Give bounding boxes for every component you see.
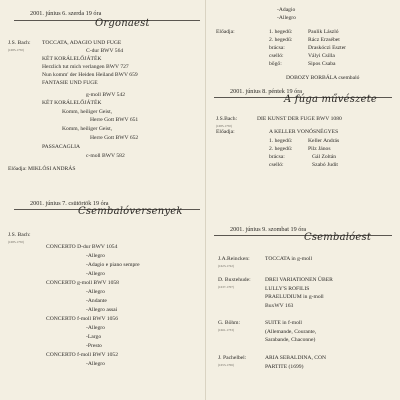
s1-line-11: Herre Gott BWV 652 bbox=[90, 135, 139, 141]
s1-line-7: KÉT KORÁLELŐJÁTÉK bbox=[42, 100, 102, 106]
s1-title: Orgonaest bbox=[95, 18, 150, 29]
s4-line-1-2: PRAELUDIUM in g-moll bbox=[265, 294, 324, 300]
s1-line-13: c-moll BWV 582 bbox=[86, 153, 125, 159]
s4-composer-2: G. Böhm: bbox=[218, 320, 241, 326]
s2-line-8: CONCERTO f-moll BWV 1056 bbox=[46, 316, 119, 322]
top-role-0: 1. hegedű: bbox=[269, 29, 293, 35]
top-role-1: 2. hegedű: bbox=[269, 37, 293, 43]
top-name-0: Paulik László bbox=[308, 29, 339, 35]
top-name-1: Rácz Erzsébet bbox=[308, 37, 340, 43]
s4-line-1-0: DREI VARIATIONEN ÜBER bbox=[265, 277, 333, 283]
s3-name-0: Keller András bbox=[308, 138, 340, 144]
s2-line-9: -Allegro bbox=[86, 325, 105, 331]
s2-line-12: CONCERTO f-moll BWV 1052 bbox=[46, 352, 119, 358]
cont-0: -Adagio bbox=[277, 7, 296, 13]
s4-years-2: (1661-1733) bbox=[218, 328, 234, 332]
s1-line-3: Herzlich tut mich verlangen BWV 727 bbox=[42, 64, 129, 70]
s4-years-1: (1637-1707) bbox=[218, 285, 234, 289]
s4-line-0-0: TOCCATA in g-moll bbox=[265, 256, 312, 262]
s3-composer: J.S.Bach: bbox=[216, 116, 238, 122]
s3-name-3: Szabó Judit bbox=[312, 162, 338, 168]
s2-line-6: -Andante bbox=[86, 298, 107, 304]
top-name-2: Draskóczi Eszter bbox=[308, 45, 347, 51]
s1-line-10: Komm, heiliger Geist, bbox=[62, 126, 113, 132]
top-soloist: DOBOZY BORBÁLA csembaló bbox=[286, 75, 360, 81]
s2-line-13: -Allegro bbox=[86, 361, 105, 367]
s3-date: 2001. június 8. péntek 19 óra bbox=[230, 88, 303, 95]
s2-line-3: -Allegro bbox=[86, 271, 105, 277]
s4-composer-3: J. Pachelbel: bbox=[218, 355, 247, 361]
s2-line-11: -Presto bbox=[86, 343, 102, 349]
s2-years: (1685-1750) bbox=[8, 240, 24, 244]
s4-title: Csembalóest bbox=[304, 232, 372, 243]
s2-line-5: -Allegro bbox=[86, 289, 105, 295]
s1-line-9: Herre Gott BWV 651 bbox=[90, 117, 139, 123]
top-role-3: cselló: bbox=[269, 53, 284, 59]
s4-composer-0: J.A.Reincken: bbox=[218, 256, 250, 262]
s1-performer: Előadja: MIKLÓSI ANDRÁS bbox=[8, 166, 76, 172]
s3-title: A fúga művészete bbox=[284, 94, 378, 105]
s1-line-0: TOCCATA, ADAGIO UND FUGE bbox=[42, 40, 122, 46]
s3-role-0: 1. hegedű: bbox=[269, 138, 293, 144]
s2-line-2: -Adagio e piano sempre bbox=[86, 262, 140, 268]
page-fold bbox=[205, 0, 206, 400]
s4-line-2-1: (Allemande, Courante, bbox=[265, 329, 317, 335]
s1-date: 2001. június 6. szerda 19 óra bbox=[30, 10, 102, 17]
s2-line-0: CONCERTO D-dur BWV 1054 bbox=[46, 244, 118, 250]
s3-role-1: 2. hegedű: bbox=[269, 146, 293, 152]
s4-years-0: (1623-1722) bbox=[218, 264, 234, 268]
s4-line-3-0: ARIA SEBALDINA, CON bbox=[265, 355, 327, 361]
cont-1: -Allegro bbox=[277, 15, 296, 21]
s4-line-3-1: PARTITE (1699) bbox=[265, 364, 304, 370]
s1-years: (1685-1750) bbox=[8, 48, 24, 52]
s2-line-1: -Allegro bbox=[86, 253, 105, 259]
top-role-2: brácsa: bbox=[269, 45, 285, 51]
s3-role-2: brácsa: bbox=[269, 154, 285, 160]
s4-line-2-0: SUITE in f-moll bbox=[265, 320, 302, 326]
s4-line-2-2: Sarabande, Chaconne) bbox=[265, 337, 316, 343]
top-role-4: bőgő: bbox=[269, 61, 282, 67]
s1-line-6: g-moll BWV 542 bbox=[86, 92, 126, 98]
s3-name-1: Pilz János bbox=[308, 146, 331, 152]
s3-name-2: Gál Zoltán bbox=[312, 154, 337, 160]
s4-date: 2001. június 9. szombat 19 óra bbox=[230, 226, 307, 233]
s2-composer: J.S. Bach: bbox=[8, 232, 31, 238]
s1-line-12: PASSACAGLIA bbox=[42, 144, 81, 150]
s1-line-1: C-dur BWV 564 bbox=[86, 48, 124, 54]
s2-line-10: -Largo bbox=[86, 334, 102, 340]
s3-ensemble: A KELLER VONÓSNÉGYES bbox=[269, 129, 339, 135]
top-label: Előadja: bbox=[216, 29, 235, 35]
s1-line-8: Komm, heiliger Geist, bbox=[62, 109, 113, 115]
s2-title: Csembalóversenyek bbox=[78, 206, 183, 217]
s4-line-1-3: BuxWV 163 bbox=[265, 303, 294, 309]
s1-line-5: FANTASIE UND FUGE bbox=[42, 80, 98, 86]
s1-line-2: KÉT KORÁLELŐJÁTÉK bbox=[42, 56, 102, 62]
s4-composer-1: D. Buxtehude: bbox=[218, 277, 251, 283]
s3-label: Előadja: bbox=[216, 129, 235, 135]
s1-composer: J.S. Bach: bbox=[8, 40, 31, 46]
s3-work: DIE KUNST DER FUGE BWV 1080 bbox=[257, 116, 342, 122]
top-name-4: Sipos Csaba bbox=[308, 61, 336, 67]
s4-years-3: (1653-1706) bbox=[218, 363, 234, 367]
s3-years: (1685-1750) bbox=[216, 124, 232, 128]
s3-role-3: cselló: bbox=[269, 162, 284, 168]
s2-line-7: -Allegro assai bbox=[86, 307, 118, 313]
s2-line-4: CONCERTO g-moll BWV 1058 bbox=[46, 280, 119, 286]
s1-line-4: Nun komm' der Heiden Heiland BWV 659 bbox=[42, 72, 138, 78]
top-name-3: Vályi Csilla bbox=[308, 53, 335, 59]
s2-date: 2001. június 7. csütörtök 19 óra bbox=[30, 200, 109, 207]
s4-line-1-1: LULLY'S ROFILIS bbox=[265, 286, 310, 292]
